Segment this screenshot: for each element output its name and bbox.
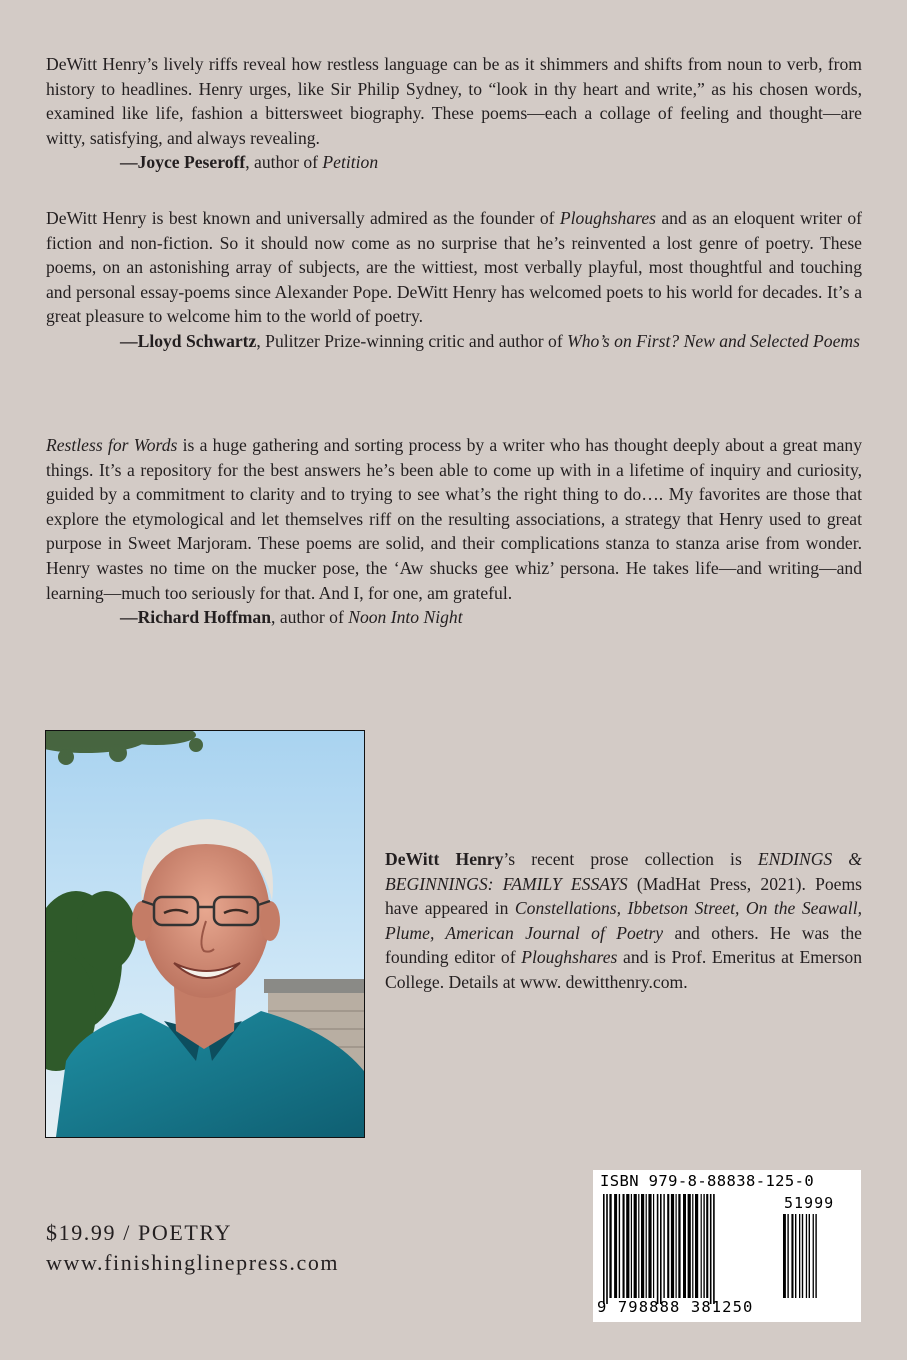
blurb-work: Noon Into Night xyxy=(348,607,463,628)
bio-text: and is Prof. Emeritus at Emerson College. Details at www. dewitthenry.com. xyxy=(385,947,863,992)
barcode-bar xyxy=(813,1214,814,1298)
barcode-digits: 9 798888 381250 xyxy=(597,1298,754,1316)
barcode-bar xyxy=(667,1194,669,1298)
barcode-bar xyxy=(653,1194,654,1298)
barcode-bar xyxy=(703,1194,704,1298)
blurb-attribution xyxy=(46,329,862,354)
barcode-bar xyxy=(791,1214,793,1298)
barcode-bar xyxy=(663,1194,664,1298)
barcode-bar xyxy=(710,1194,712,1304)
barcode-bar xyxy=(809,1214,810,1298)
barcode-bar xyxy=(660,1194,662,1304)
blurb-credit: , author of xyxy=(245,152,323,173)
blurb-text xyxy=(46,433,862,605)
barcode-bar xyxy=(706,1194,708,1298)
barcode-bar xyxy=(657,1194,659,1304)
barcode-bar xyxy=(648,1194,651,1298)
blurb-text-part: and as an eloquent writer of fiction and non-fiction. So it should now come as no surprise that he’s reinvented a lost genre of poetry. These poems, on an astonishing array of subjects, are the wittiest, most verbally playful, most thoughtful and touching and personal essay-poems since Alexander Pope. DeWitt Henry has welcomed poets to his world for decades. It’s a great pleasure to welcome him to the world of poetry. xyxy=(46,208,862,327)
author-bio xyxy=(385,847,862,995)
bio-text: ’s recent prose collection is xyxy=(503,849,758,869)
barcode-bar xyxy=(692,1194,693,1298)
barcode-bar xyxy=(783,1214,786,1298)
blurb-hoffman xyxy=(46,433,862,630)
blurb-attribution xyxy=(46,605,862,630)
bio-text: (MadHat Press, 2021). Poems have appeared in xyxy=(385,873,862,919)
publisher-website: www.finishinglinepress.com xyxy=(46,1250,340,1275)
bio-name: DeWitt Henry xyxy=(385,849,504,869)
blurb-text: DeWitt Henry’s lively riffs reveal how restless language can be as it shimmers and shifts from noun to verb, from history to headlines. Henry urges, like Sir Philip Sydney, to “look in thy heart and write,” as his chosen words, examined like life, fashion a bittersweet biography. These poems—each a collage of feeling and thought—are witty, satisfying, and always revealing. xyxy=(46,54,862,148)
isbn-label: ISBN 979-8-88838-125-0 xyxy=(600,1172,815,1190)
barcode-bar xyxy=(626,1194,629,1298)
barcode-bar xyxy=(802,1214,803,1298)
price-block xyxy=(46,1218,339,1278)
barcode-bar xyxy=(795,1214,796,1298)
blurb-text xyxy=(46,206,862,329)
barcode-bar xyxy=(641,1194,644,1298)
blurb-dash: — xyxy=(120,152,138,173)
barcode-bar xyxy=(619,1194,620,1298)
blurb-peseroff xyxy=(46,52,862,175)
blurb-text-italic: Restless for Words xyxy=(46,435,178,455)
isbn-barcode xyxy=(593,1170,861,1322)
author-photo xyxy=(45,730,365,1138)
barcode-bar xyxy=(799,1214,800,1298)
barcode-bar xyxy=(646,1194,647,1298)
barcode-bar xyxy=(688,1194,691,1298)
bio-magazine: Ploughshares xyxy=(521,947,618,968)
barcode-bar xyxy=(678,1194,680,1298)
blurb-attribution xyxy=(46,150,862,175)
barcode-price-code: 51999 xyxy=(784,1194,835,1212)
blurb-text-italic: Ploughshares xyxy=(559,208,657,228)
barcode-bar xyxy=(676,1194,677,1298)
barcode-bar xyxy=(787,1214,788,1298)
blurb-dash: — xyxy=(120,607,138,628)
barcode-bar xyxy=(623,1194,625,1298)
barcode-bar xyxy=(614,1194,617,1298)
blurb-credit: , Pulitzer Prize-winning critic and author of xyxy=(256,330,568,351)
bio-book-title: ENDINGS & BEGINNINGS: FAMILY ESSAYS xyxy=(385,849,862,894)
bio-journals: Constellations, Ibbetson Street, On the Seawall, Plume, American Journal of Poetry xyxy=(385,898,862,943)
price-category: $19.99 / POETRY xyxy=(46,1220,232,1245)
barcode-bar xyxy=(815,1214,816,1298)
barcode-bar xyxy=(603,1194,605,1304)
barcode-bar xyxy=(683,1194,686,1298)
barcode-bar xyxy=(638,1194,639,1298)
blurb-text-part: is a huge gathering and sorting process by a writer who has thought deeply about a great many things. It’s a repository for the best answers he’s been able to come up with in a lifetime of inquiry and curiosity, guided by a commitment to clarity and to trying to see what’s the right thing to do…. My favorites are those that explore the etymological and let themselves riff on the resulting associations, a strategy that Henry used to great purpose in Sweet Marjoram. These poems are solid, and their complications stanza to stanza arise from wonder. Henry wastes no time on the mucker pose, the ‘Aw shucks gee whiz’ persona. He takes life—and writing—and learning—much too seriously for that. And I, for one, am grateful. xyxy=(46,435,862,603)
blurb-text-part: DeWitt Henry is best known and universally admired as the founder of xyxy=(46,208,560,228)
barcode-bar xyxy=(695,1194,698,1298)
bio-text: and others. He was the founding editor of xyxy=(385,922,862,968)
blurb-author: Richard Hoffman xyxy=(137,607,272,628)
blurb-work: Who’s on First? New and Selected Poems xyxy=(567,330,860,351)
author-photo-illustration xyxy=(46,731,364,1137)
blurb-credit: , author of xyxy=(271,607,349,628)
blurb-dash: — xyxy=(120,330,138,351)
blurb-schwartz xyxy=(46,206,862,354)
barcode-bar xyxy=(634,1194,637,1298)
barcode-bar xyxy=(609,1194,611,1298)
barcode-bar xyxy=(671,1194,674,1298)
barcode-bar xyxy=(806,1214,807,1298)
barcode-bar xyxy=(701,1194,702,1298)
blurb-author: Lloyd Schwartz xyxy=(137,330,257,351)
barcode-bar xyxy=(713,1194,715,1304)
blurb-author: Joyce Peseroff xyxy=(137,152,246,173)
blurb-work: Petition xyxy=(322,152,379,173)
barcode-bar xyxy=(631,1194,632,1298)
barcode-bar xyxy=(606,1194,608,1304)
